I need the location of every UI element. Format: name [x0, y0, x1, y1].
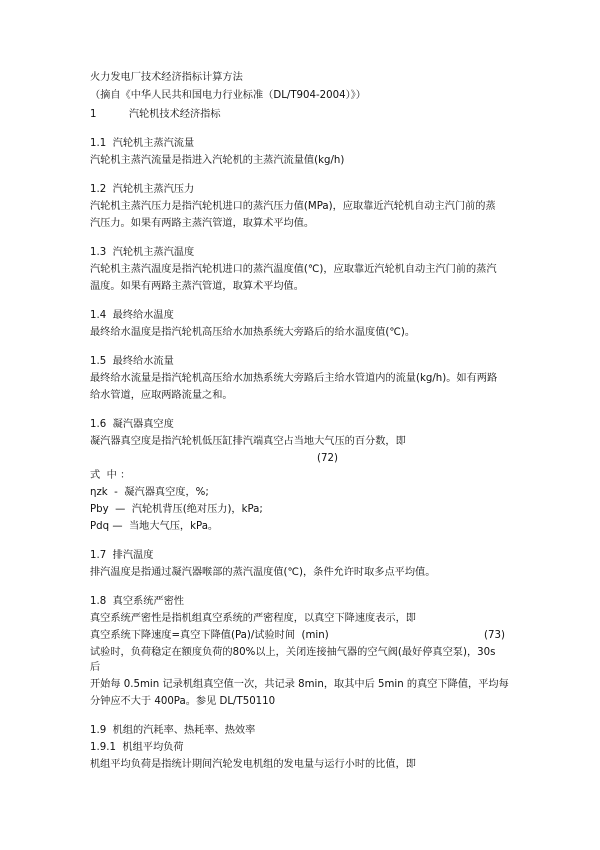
variable-pby: Pby — 汽轮机背压(绝对压力)，kPa; — [90, 504, 263, 515]
section-1-8-text-5: 分钟应不大于 400Pa。参见 DL/T50110 — [90, 696, 276, 707]
section-1-8-text-2: 试验时，负荷稳定在额度负荷的80%以上，关闭连接抽气器的空气阀(最好停真空泵)，30s — [90, 647, 496, 658]
section-1-3-text-1: 汽轮机主蒸汽温度是指汽轮机进口的蒸汽温度值(℃)，应取靠近汽轮机自动主汽门前的蒸汽 — [90, 264, 497, 275]
doc-title: 火力发电厂技术经济指标计算方法 — [90, 72, 243, 83]
section-1-4-text: 最终给水温度是指汽轮机高压给水加热系统大旁路后的给水温度值(℃)。 — [90, 327, 416, 338]
section-1-7-heading: 1.7 排汽温度 — [90, 550, 154, 561]
section-1-8-heading: 1.8 真空系统严密性 — [90, 596, 184, 607]
section-1-8-text-3: 后 — [90, 662, 101, 673]
section-1-8-text-1: 真空系统严密性是指机组真空系统的严密程度，以真空下降速度表示，即 — [90, 613, 416, 624]
doc-source: （摘自《中华人民共和国电力行业标准（DL/T904-2004）》） — [90, 90, 366, 101]
equation-number-73: (73) — [484, 630, 505, 641]
section-1-2-text-1: 汽轮机主蒸汽压力是指汽轮机进口的蒸汽压力值(MPa)，应取靠近汽轮机自动主汽门前的蒸 — [90, 201, 496, 212]
section-1-5-heading: 1.5 最终给水流量 — [90, 356, 174, 367]
chapter-heading: 1 汽轮机技术经济指标 — [90, 109, 221, 120]
section-1-6-heading: 1.6 凝汽器真空度 — [90, 419, 174, 430]
where-label: 式 中 ： — [90, 470, 131, 481]
section-1-8-formula: 真空系统下降速度=真空下降值(Pa)/试验时间 (min) — [90, 630, 329, 641]
section-1-5-text-2: 给水管道，应取两路流量之和。 — [90, 390, 233, 401]
section-1-7-text: 排汽温度是指通过凝汽器喉部的蒸汽温度值(℃)，条件允许时取多点平均值。 — [90, 567, 436, 578]
section-1-2-heading: 1.2 汽轮机主蒸汽压力 — [90, 184, 195, 195]
section-1-8-text-4: 开始每 0.5min 记录机组真空值一次，共记录 8min，取其中后 5min 的真空下降值，平均每 — [90, 679, 509, 690]
equation-number-72: (72) — [317, 453, 338, 464]
section-1-3-text-2: 温度。如果有两路主蒸汽管道，取算术平均值。 — [90, 281, 304, 292]
variable-ηzk: ηzk - 凝汽器真空度，%; — [90, 487, 209, 498]
section-1-9-1-heading: 1.9.1 机组平均负荷 — [90, 742, 184, 753]
section-1-1-text: 汽轮机主蒸汽流量是指进入汽轮机的主蒸汽流量值(kg/h) — [90, 155, 345, 166]
section-1-9-1-text: 机组平均负荷是指统计期间汽轮发电机组的发电量与运行小时的比值，即 — [90, 759, 416, 770]
section-1-5-text-1: 最终给水流量是指汽轮机高压给水加热系统大旁路后主给水管道内的流量(kg/h)。如有两路 — [90, 373, 498, 384]
section-1-1-heading: 1.1 汽轮机主蒸汽流量 — [90, 138, 195, 149]
section-1-2-text-2: 汽压力。如果有两路主蒸汽管道，取算术平均值。 — [90, 218, 315, 229]
section-1-4-heading: 1.4 最终给水温度 — [90, 310, 174, 321]
section-1-6-text: 凝汽器真空度是指汽轮机低压缸排汽端真空占当地大气压的百分数，即 — [90, 436, 406, 447]
section-1-9-heading: 1.9 机组的汽耗率、热耗率、热效率 — [90, 725, 256, 736]
section-1-3-heading: 1.3 汽轮机主蒸汽温度 — [90, 247, 195, 258]
variable-pdq: Pdq — 当地大气压，kPa。 — [90, 521, 219, 532]
